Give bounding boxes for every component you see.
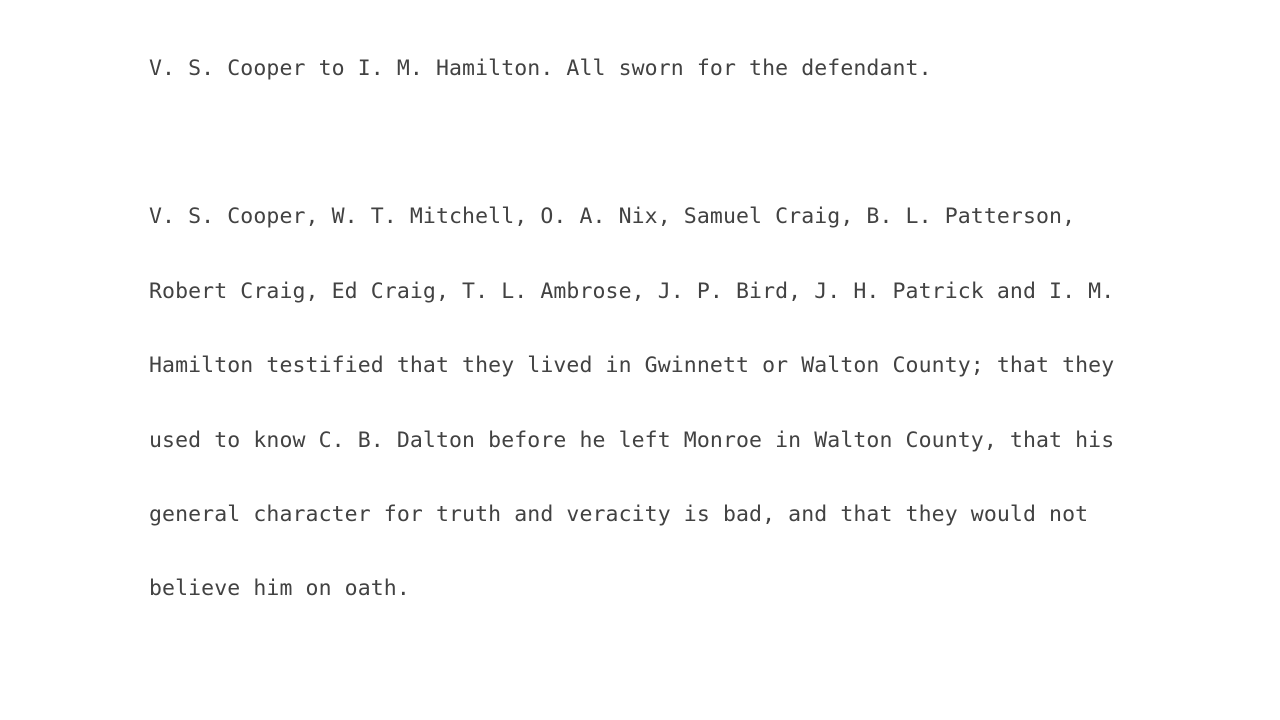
paragraph-line: general character for truth and veracity is bad, and that they would not	[149, 501, 1089, 527]
document-heading-line: V. S. Cooper to I. M. Hamilton. All sworn for the defendant.	[149, 55, 932, 81]
document-paragraph	[149, 156, 1114, 652]
paragraph-line: Robert Craig, Ed Craig, T. L. Ambrose, J. P. Bird, J. H. Patrick and I. M.	[149, 278, 1115, 304]
paragraph-line: V. S. Cooper, W. T. Mitchell, O. A. Nix, Samuel Craig, B. L. Patterson,	[149, 204, 1076, 230]
paragraph-line: believe him on oath.	[149, 576, 410, 602]
paragraph-line: Hamilton testified that they lived in Gwinnett or Walton County; that they	[149, 353, 1115, 379]
document-text-block	[149, 7, 1114, 701]
paragraph-line: used to know C. B. Dalton before he left Monroe in Walton County, that his	[149, 427, 1115, 453]
